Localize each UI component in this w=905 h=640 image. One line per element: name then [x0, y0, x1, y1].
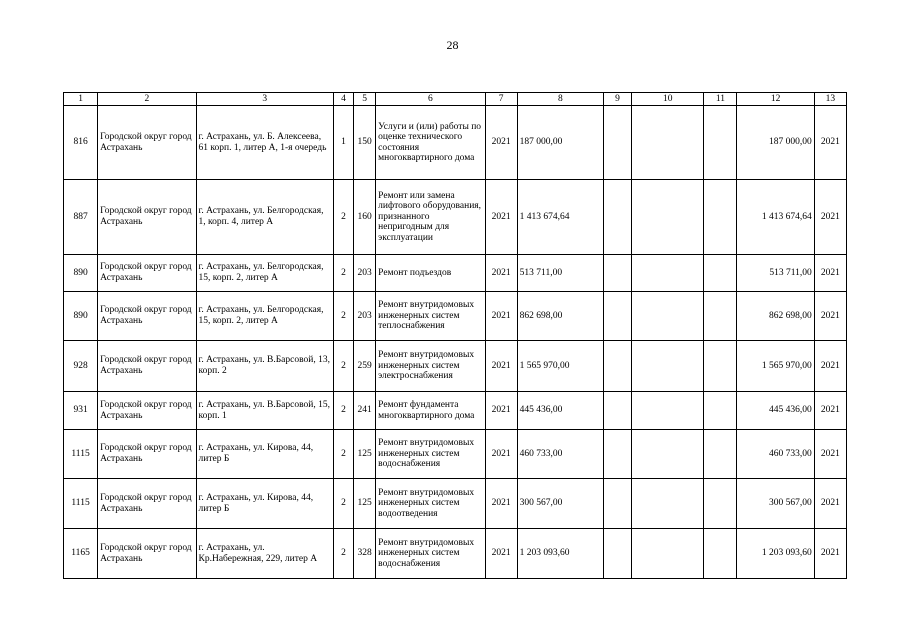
address: г. Астрахань, ул. Белгородская, 15, корп. 2, литер А — [196, 255, 334, 292]
completion-year: 2021 — [814, 430, 846, 479]
year: 2021 — [485, 255, 517, 292]
total-cost: 187 000,00 — [517, 106, 603, 180]
col-4-value: 2 — [334, 292, 354, 341]
total-cost: 1 565 970,00 — [517, 341, 603, 392]
fund-cost: 1 413 674,64 — [737, 180, 814, 255]
program-table — [63, 92, 847, 579]
column-header: 13 — [814, 93, 846, 106]
record-number: 1165 — [64, 529, 98, 579]
column-header: 12 — [737, 93, 814, 106]
column-header: 4 — [334, 93, 354, 106]
year: 2021 — [485, 106, 517, 180]
record-number: 931 — [64, 392, 98, 430]
col-11-value — [704, 180, 737, 255]
col-4-value: 2 — [334, 180, 354, 255]
col-10-value — [632, 292, 704, 341]
record-number: 928 — [64, 341, 98, 392]
work-type: Ремонт фундамента многоквартирного дома — [376, 392, 485, 430]
completion-year: 2021 — [814, 529, 846, 579]
col-4-value: 2 — [334, 392, 354, 430]
year: 2021 — [485, 430, 517, 479]
address: г. Астрахань, ул. В.Барсовой, 15, корп. 1 — [196, 392, 334, 430]
total-cost: 460 733,00 — [517, 430, 603, 479]
table-row — [64, 180, 847, 255]
completion-year: 2021 — [814, 255, 846, 292]
record-number: 1115 — [64, 479, 98, 529]
page-number: 28 — [446, 38, 459, 52]
col-10-value — [632, 341, 704, 392]
year: 2021 — [485, 292, 517, 341]
col-4-value: 2 — [334, 341, 354, 392]
address: г. Астрахань, ул. Белгородская, 15, корп. 2, литер А — [196, 292, 334, 341]
municipality: Городской округ город Астрахань — [98, 529, 196, 579]
completion-year: 2021 — [814, 479, 846, 529]
col-4-value: 2 — [334, 529, 354, 579]
col-5-value: 150 — [354, 106, 376, 180]
completion-year: 2021 — [814, 292, 846, 341]
col-10-value — [632, 106, 704, 180]
record-number: 890 — [64, 255, 98, 292]
total-cost: 862 698,00 — [517, 292, 603, 341]
table-row — [64, 529, 847, 579]
col-11-value — [704, 292, 737, 341]
municipality: Городской округ город Астрахань — [98, 430, 196, 479]
year: 2021 — [485, 479, 517, 529]
completion-year: 2021 — [814, 341, 846, 392]
work-type: Ремонт внутридомовых инженерных систем водоснабжения — [376, 430, 485, 479]
col-9-value — [604, 180, 632, 255]
col-9-value — [604, 292, 632, 341]
table-row — [64, 106, 847, 180]
work-type: Ремонт внутридомовых инженерных систем водоснабжения — [376, 529, 485, 579]
col-4-value: 1 — [334, 106, 354, 180]
table-row — [64, 341, 847, 392]
fund-cost: 460 733,00 — [737, 430, 814, 479]
col-5-value: 328 — [354, 529, 376, 579]
col-11-value — [704, 392, 737, 430]
col-10-value — [632, 529, 704, 579]
year: 2021 — [485, 180, 517, 255]
col-4-value: 2 — [334, 479, 354, 529]
col-11-value — [704, 529, 737, 579]
column-header: 6 — [376, 93, 485, 106]
fund-cost: 1 565 970,00 — [737, 341, 814, 392]
column-header: 3 — [196, 93, 334, 106]
total-cost: 1 203 093,60 — [517, 529, 603, 579]
completion-year: 2021 — [814, 106, 846, 180]
fund-cost: 300 567,00 — [737, 479, 814, 529]
column-header: 10 — [632, 93, 704, 106]
col-10-value — [632, 430, 704, 479]
record-number: 1115 — [64, 430, 98, 479]
work-type: Услуги и (или) работы по оценке технического состояния многоквартирного дома — [376, 106, 485, 180]
col-11-value — [704, 255, 737, 292]
col-9-value — [604, 255, 632, 292]
col-5-value: 160 — [354, 180, 376, 255]
col-5-value: 203 — [354, 292, 376, 341]
work-type: Ремонт или замена лифтового оборудования, признанного непригодным для эксплуатации — [376, 180, 485, 255]
col-9-value — [604, 430, 632, 479]
fund-cost: 862 698,00 — [737, 292, 814, 341]
address: г. Астрахань, ул. Белгородская, 1, корп. 4, литер А — [196, 180, 334, 255]
total-cost: 513 711,00 — [517, 255, 603, 292]
year: 2021 — [485, 529, 517, 579]
column-header: 9 — [604, 93, 632, 106]
address: г. Астрахань, ул. Кирова, 44, литер Б — [196, 430, 334, 479]
col-4-value: 2 — [334, 255, 354, 292]
col-11-value — [704, 430, 737, 479]
col-5-value: 125 — [354, 430, 376, 479]
col-9-value — [604, 106, 632, 180]
work-type: Ремонт подъездов — [376, 255, 485, 292]
fund-cost: 445 436,00 — [737, 392, 814, 430]
col-9-value — [604, 392, 632, 430]
column-header: 11 — [704, 93, 737, 106]
col-4-value: 2 — [334, 430, 354, 479]
address: г. Астрахань, ул. Кр.Набережная, 229, литер А — [196, 529, 334, 579]
col-9-value — [604, 341, 632, 392]
table-row — [64, 255, 847, 292]
work-type: Ремонт внутридомовых инженерных систем теплоснабжения — [376, 292, 485, 341]
col-9-value — [604, 479, 632, 529]
col-11-value — [704, 341, 737, 392]
municipality: Городской округ город Астрахань — [98, 292, 196, 341]
col-10-value — [632, 392, 704, 430]
year: 2021 — [485, 392, 517, 430]
record-number: 890 — [64, 292, 98, 341]
table-row — [64, 392, 847, 430]
municipality: Городской округ город Астрахань — [98, 180, 196, 255]
completion-year: 2021 — [814, 392, 846, 430]
address: г. Астрахань, ул. В.Барсовой, 13, корп. 2 — [196, 341, 334, 392]
col-10-value — [632, 180, 704, 255]
record-number: 887 — [64, 180, 98, 255]
record-number: 816 — [64, 106, 98, 180]
municipality: Городской округ город Астрахань — [98, 341, 196, 392]
column-header: 1 — [64, 93, 98, 106]
work-type: Ремонт внутридомовых инженерных систем водоотведения — [376, 479, 485, 529]
address: г. Астрахань, ул. Кирова, 44, литер Б — [196, 479, 334, 529]
col-9-value — [604, 529, 632, 579]
col-5-value: 241 — [354, 392, 376, 430]
table-row — [64, 292, 847, 341]
col-10-value — [632, 479, 704, 529]
completion-year: 2021 — [814, 180, 846, 255]
col-11-value — [704, 106, 737, 180]
fund-cost: 513 711,00 — [737, 255, 814, 292]
column-header: 7 — [485, 93, 517, 106]
col-5-value: 259 — [354, 341, 376, 392]
col-11-value — [704, 479, 737, 529]
col-5-value: 203 — [354, 255, 376, 292]
work-type: Ремонт внутридомовых инженерных систем электроснабжения — [376, 341, 485, 392]
municipality: Городской округ город Астрахань — [98, 479, 196, 529]
column-header: 5 — [354, 93, 376, 106]
column-header: 2 — [98, 93, 196, 106]
total-cost: 445 436,00 — [517, 392, 603, 430]
table-row — [64, 430, 847, 479]
address: г. Астрахань, ул. Б. Алексеева, 61 корп. 1, литер А, 1-я очередь — [196, 106, 334, 180]
col-10-value — [632, 255, 704, 292]
municipality: Городской округ город Астрахань — [98, 255, 196, 292]
col-5-value: 125 — [354, 479, 376, 529]
total-cost: 300 567,00 — [517, 479, 603, 529]
total-cost: 1 413 674,64 — [517, 180, 603, 255]
column-number-row — [64, 93, 847, 106]
column-header: 8 — [517, 93, 603, 106]
table-row — [64, 479, 847, 529]
fund-cost: 187 000,00 — [737, 106, 814, 180]
municipality: Городской округ город Астрахань — [98, 106, 196, 180]
fund-cost: 1 203 093,60 — [737, 529, 814, 579]
municipality: Городской округ город Астрахань — [98, 392, 196, 430]
year: 2021 — [485, 341, 517, 392]
